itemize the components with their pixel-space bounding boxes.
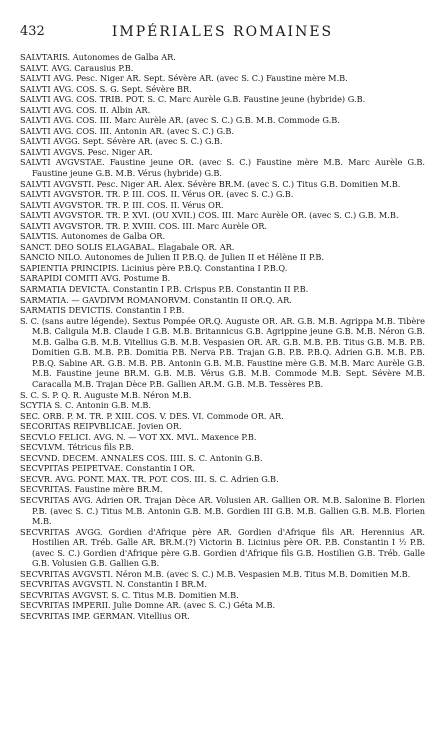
entry: SEC. ORB. P. M. TR. P. XIII. COS. V. DES. VI. Commode OR. AR. bbox=[20, 410, 284, 421]
entry: SALVTI AVGVSTOR. TR. P. III. COS. II. Vérus OR. bbox=[20, 199, 224, 210]
entry: SALVTARIS. Autonomes de Galba AR. bbox=[20, 52, 176, 62]
entry: SALVTI AVG. COS. II. Albin AR. bbox=[20, 104, 151, 115]
entry: S. C. (sans autre légende). Sextus Pompée OR.Q. Auguste OR. AR. G.B. M.B. Agrippa M.B. Tibère M.B. Caligula M.B. Claude I G.B. M.B. Britannicus G.B. Agrippine jeune G.B. M.B. Néron G.B. M.B. Galba G.B. M.B. Vitellius G.B. M.B. Vespasien OR. AR. G.B. M.B. P.B. Titus G.B. M.B. P.B. Domitien G.B. M.B. P.B. Domitia P.B. Nerva P.B. Trajan G.B. P.B. P.B.Q. Adrien G.B. M.B. P.B. P.B.Q. Sabine AR. G.B. M.B. P.B. Antonin G.B. M.B. Faustine mère G.B. M.B. Marc Aurèle G.B. M.B. Faustine jeune BR.M. G.B. M.B. Vérus G.B. M.B. Commode M.B. Sept. Sévère M.B. Caracalla M.B. Trajan Dèce P.B. Gallien AR.M. G.B. M.B. Tessères P.B. bbox=[20, 315, 425, 389]
entry: SECVR. AVG. PONT. MAX. TR. POT. COS. III. S. C. Adrien G.B. bbox=[20, 473, 279, 484]
entry: SECVRITAS AVGVSTI. N. Constantin I BR.M. bbox=[20, 579, 208, 590]
entry: SARMATIA DEVICTA. Constantin I P.B. Crispus P.B. Constantin II P.B. bbox=[20, 284, 309, 295]
entry: S. C. S. P. Q. R. Auguste M.B. Néron M.B. bbox=[20, 389, 192, 400]
entry: SECVLVM. Tétricus fils P.B. bbox=[20, 442, 134, 453]
entry: SALVT. AVG. Carausius P.B. bbox=[20, 62, 134, 73]
entry: SALVTI AVG. COS. III. Marc Aurèle AR. (avec S. C.) G.B. M.B. Commode G.B. bbox=[20, 115, 340, 126]
entry: SECORITAS REIPVBLICAE. Jovien OR. bbox=[20, 421, 182, 432]
entry: SARAPIDI COMITI AVG. Postume B. bbox=[20, 273, 171, 284]
entry: SALVTI AVGVSTOR. TR. P. XVI. (OU XVII.) COS. III. Marc Aurèle OR. (avec S. C.) G.B. M.B. bbox=[20, 210, 399, 221]
entry: SECVPITAS PEIPETVAE. Constantin I OR. bbox=[20, 463, 195, 474]
entry-list bbox=[20, 52, 425, 622]
entry: SECVRITAS AVGVST. S. C. Titus M.B. Domitien M.B. bbox=[20, 589, 239, 600]
entry: SALVTI AVGVS. Pesc. Niger AR. bbox=[20, 146, 153, 157]
entry: SAPIENTIA PRINCIPIS. Licinius père P.B.Q. Constantina I P.B.Q. bbox=[20, 262, 288, 273]
entry: SALVTIS. Autonomes de Galba OR. bbox=[20, 231, 166, 242]
page-header bbox=[20, 24, 425, 46]
entry: SANCT. DEO SOLIS ELAGABAL. Elagabale OR. AR. bbox=[20, 241, 235, 252]
entry: SALVTI AVGVSTOR. TR. P. XVIII. COS. III. Marc Aurèle OR. bbox=[20, 220, 268, 231]
entry: SALVTI AVG. COS. TRIB. POT. S. C. Marc Aurèle G.B. Faustine jeune (hybride) G.B. bbox=[20, 94, 366, 105]
entry: SARMATIA. — GAVDIVM ROMANORVM. Constantin II OR.Q. AR. bbox=[20, 294, 292, 305]
document-page bbox=[20, 24, 425, 622]
entry: SALVTI AVGVSTI. Pesc. Niger AR. Alex. Sévère BR.M. (avec S. C.) Titus G.B. Domitien M.B. bbox=[20, 178, 401, 189]
entry: SECVRITAS IMPERII. Julie Domne AR. (avec S. C.) Géta M.B. bbox=[20, 600, 276, 611]
entry: SALVTI AVGG. Sept. Sévère AR. (avec S. C.) G.B. bbox=[20, 136, 223, 147]
entry: SCYTIA S. C. Antonin G.B. M.B. bbox=[20, 400, 152, 411]
page-number: 432 bbox=[20, 24, 45, 39]
entry: SECVRITAS IMP. GERMAN. Vitellius OR. bbox=[20, 610, 190, 621]
entry: SALVTI AVGVSTOR. TR. P. III. COS. II. Vérus OR. (avec S. C.) G.B. bbox=[20, 189, 294, 200]
entry: SALVTI AVGVSTAE. Faustine jeune OR. (avec S. C.) Faustine mère M.B. Marc Aurèle G.B. Faustine jeune G.B. M.B. Vérus (hybride) G.B. bbox=[20, 157, 425, 179]
running-title: IMPÉRIALES ROMAINES bbox=[111, 24, 334, 40]
entry: SARMATIS DEVICTIS. Constantin I P.B. bbox=[20, 305, 185, 316]
entry: SECVRITAS AVGG. Gordien d'Afrique père AR. Gordien d'Afrique fils AR. Herennius AR. Hostilien AR. Tréb. Galle AR. BR.M.(?) Victorin B. Licinius père OR. P.B. Constantin I ½ P.B. (avec S. C.) Gordien d'Afrique père G.B. Gordien d'Afrique fils G.B. Hostilien G.B. Tréb. Galle G.B. Volusien G.B. Gallien G.B. bbox=[20, 526, 425, 569]
entry: SALVTI AVG. COS. S. G. Sept. Sévère BR. bbox=[20, 83, 192, 94]
entry: SECVLO FELICI. AVG. N. — VOT XX. MVL. Maxence P.B. bbox=[20, 431, 257, 442]
entry: SECVND. DECEM. ANNALES COS. IIII. S. C. Antonin G.B. bbox=[20, 452, 263, 463]
entry: SECVRITAS. Faustine mère BR.M. bbox=[20, 484, 163, 495]
entry: SANCIO NILO. Autonomes de Julien II P.B.Q. de Julien II et Hélène II P.B. bbox=[20, 252, 324, 263]
entry: SECVRITAS AVGVSTI. Néron M.B. (avec S. C.) M.B. Vespasien M.B. Titus M.B. Domitien M.B. bbox=[20, 568, 411, 579]
entry: SECVRITAS AVG. Adrien OR. Trajan Dèce AR. Volusien AR. Gallien OR. M.B. Salonine B. Florien P.B. (avec S. C.) Titus M.B. Antonin G.B. M.B. Gordien III G.B. M.B. Gallien G.B. M.B. Florien M.B. bbox=[20, 494, 425, 527]
entry: SALVTI AVG. Pesc. Niger AR. Sept. Sévère AR. (avec S. C.) Faustine mère M.B. bbox=[20, 73, 348, 84]
entry: SALVTI AVG. COS. III. Antonin AR. (avec S. C.) G.B. bbox=[20, 125, 235, 136]
